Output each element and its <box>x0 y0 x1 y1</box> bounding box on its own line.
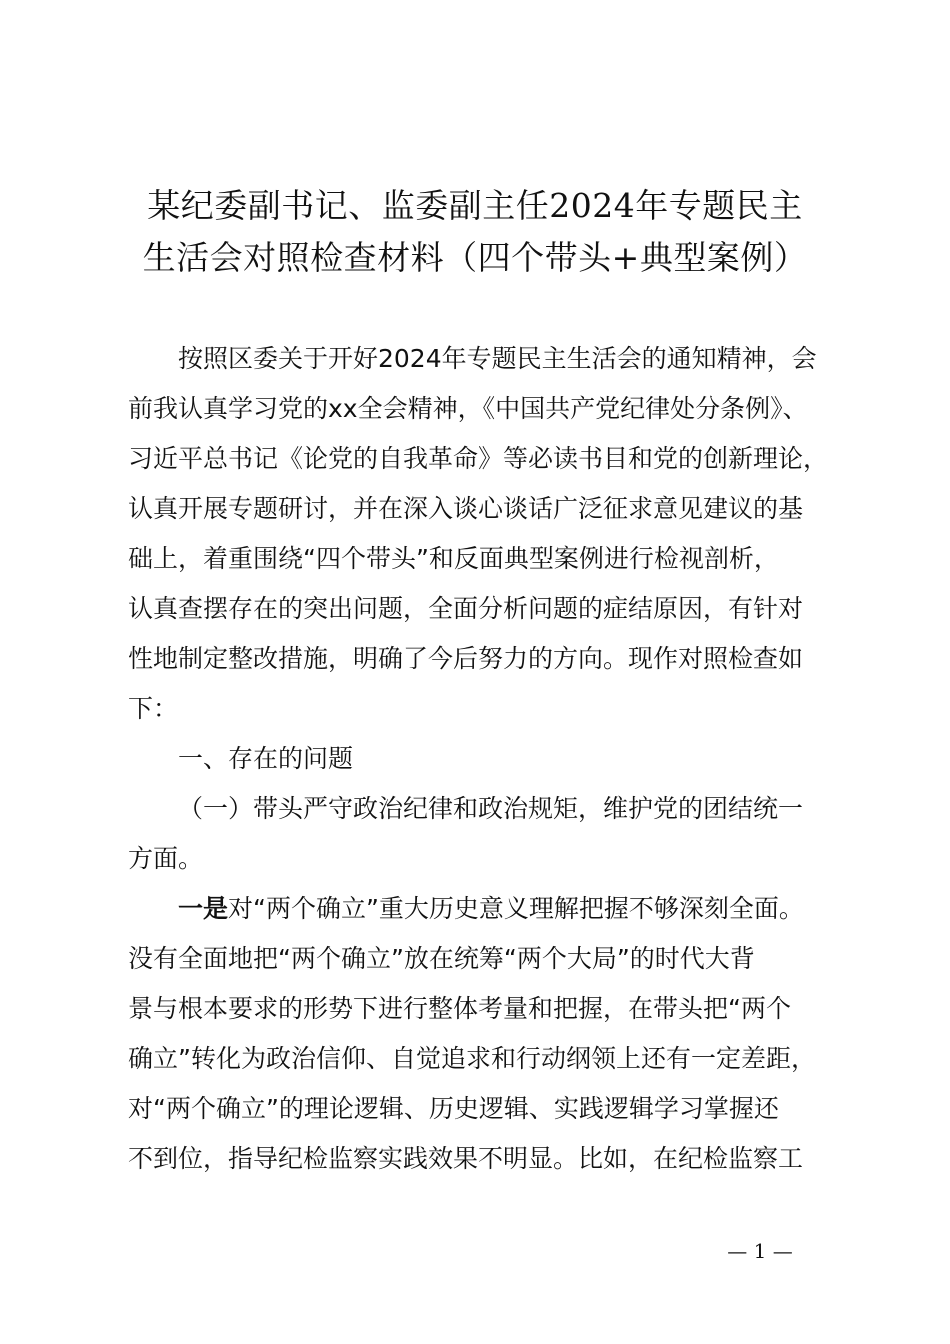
point-one-line: 景与根本要求的形势下进行整体考量和把握，在带头把“两个 <box>128 994 791 1023</box>
section-heading: 一、存在的问题 <box>178 744 354 773</box>
intro-line: 认真查摆存在的突出问题，全面分析问题的症结原因，有针对 <box>128 594 804 623</box>
intro-line: 下： <box>128 694 179 723</box>
page-number: — 1 — <box>727 1239 793 1263</box>
intro-line: 性地制定整改措施，明确了今后努力的方向。现作对照检查如 <box>128 644 804 673</box>
subsection-heading-line: （一）带头严守政治纪律和政治规矩，维护党的团结统一 <box>178 794 804 823</box>
intro-line: 按照区委关于开好2024年专题民主生活会的通知精神，会 <box>178 344 817 373</box>
intro-line: 习近平总书记《论党的自我革命》等必读书目和党的创新理论， <box>128 444 829 473</box>
point-one-line: 确立”转化为政治信仰、自觉追求和行动纲领上还有一定差距， <box>128 1044 816 1073</box>
intro-line: 认真开展专题研讨，并在深入谈心谈话广泛征求意见建议的基 <box>128 494 804 523</box>
point-one-line: 没有全面地把“两个确立”放在统筹“两个大局”的时代大背 <box>128 944 755 973</box>
point-one-first-line <box>128 884 828 934</box>
point-one-first-text: 对“两个确立”重大历史意义理解把握不够深刻全面。 <box>228 894 804 923</box>
document-title <box>110 180 840 284</box>
subsection-heading-line: 方面。 <box>128 844 204 873</box>
intro-line: 础上，着重围绕“四个带头”和反面典型案例进行检视剖析， <box>128 544 779 573</box>
point-one-line: 不到位，指导纪检监察实践效果不明显。比如，在纪检监察工 <box>128 1144 804 1173</box>
point-one-lead: 一是 <box>178 894 229 923</box>
title-line-1: 某纪委副书记、监委副主任2024年专题民主 <box>147 186 803 225</box>
point-one-line: 对“两个确立”的理论逻辑、历史逻辑、实践逻辑学习掌握还 <box>128 1094 779 1123</box>
intro-line: 前我认真学习党的xx全会精神，《中国共产党纪律处分条例》、 <box>128 394 808 423</box>
title-line-2: 生活会对照检查材料（四个带头+典型案例） <box>142 238 808 277</box>
document-body <box>128 334 828 1184</box>
